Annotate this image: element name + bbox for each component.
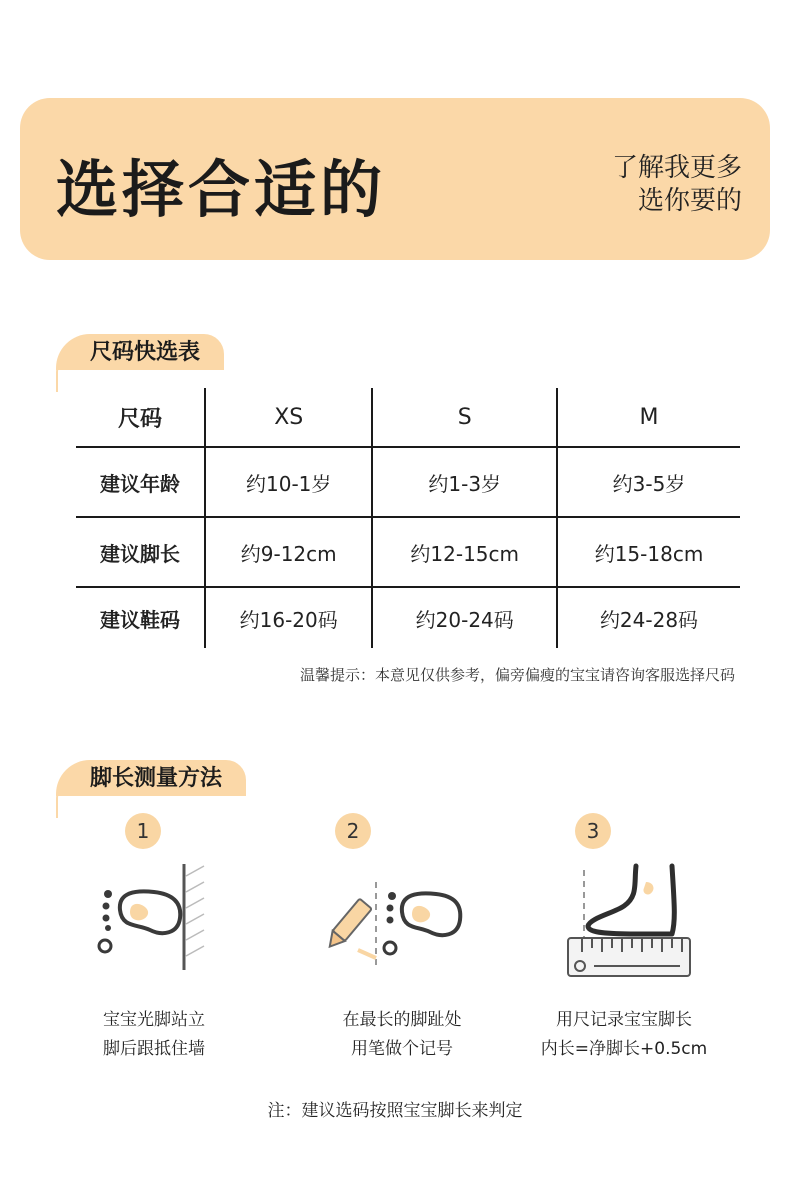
step-3-line1: 用尺记录宝宝脚长 [556,1010,692,1030]
banner-subtitle-line2: 选你要的 [637,186,742,216]
table-row-shoe-size [76,587,740,648]
table-cell: 约9-12cm [205,517,372,587]
step-1-number: 1 [125,813,161,849]
header-cell-s: S [372,388,557,447]
size-table-header [76,388,740,447]
table-cell: 约20-24码 [372,587,557,648]
step-1-line1: 宝宝光脚站立 [103,1010,205,1030]
row-label: 建议鞋码 [100,607,180,632]
banner-subtitle-line1: 了解我更多 [611,153,742,183]
pen-mark-toe-icon [318,878,468,974]
header-cell-m: M [557,388,740,447]
header-banner [20,98,770,260]
step-2-number: 2 [335,813,371,849]
header-cell-xs: XS [205,388,372,447]
table-cell: 约12-15cm [372,517,557,587]
step-3-line2: 内长=净脚长+0.5cm [540,1039,708,1059]
step-2-caption [302,1006,502,1064]
table-row-age [76,447,740,517]
size-table [76,388,740,648]
measure-note: 注：建议选码按照宝宝脚长来判定 [267,1101,523,1121]
measure-tag: 脚长测量方法 [56,760,246,796]
foot-against-wall-icon [92,862,212,972]
table-row-foot-length [76,517,740,587]
table-cell: 约16-20码 [205,587,372,648]
row-label: 建议脚长 [76,517,205,587]
table-cell: 约15-18cm [557,517,740,587]
step-3-number: 3 [575,813,611,849]
header-cell-size: 尺码 [76,388,205,447]
banner-subtitle [612,152,742,218]
table-cell: 约10-1岁 [205,447,372,517]
step-2-line1: 在最长的脚趾处 [342,1010,462,1030]
step-3-caption [524,1006,724,1064]
table-cell: 约24-28码 [557,587,740,648]
step-2-line2: 用笔做个记号 [351,1039,453,1059]
step-1-line2: 脚后跟抵住墙 [103,1039,205,1059]
step-1-caption [54,1006,254,1064]
banner-title: 选择合适的 [56,153,387,226]
size-hint: 温馨提示：本意见仅供参考，偏旁偏瘦的宝宝请咨询客服选择尺码 [299,666,735,684]
ruler-foot-icon [560,860,700,982]
size-chart-tag: 尺码快选表 [56,334,224,370]
table-cell: 约3-5岁 [557,447,740,517]
table-cell: 约1-3岁 [372,447,557,517]
row-label: 建议年龄 [76,447,205,517]
